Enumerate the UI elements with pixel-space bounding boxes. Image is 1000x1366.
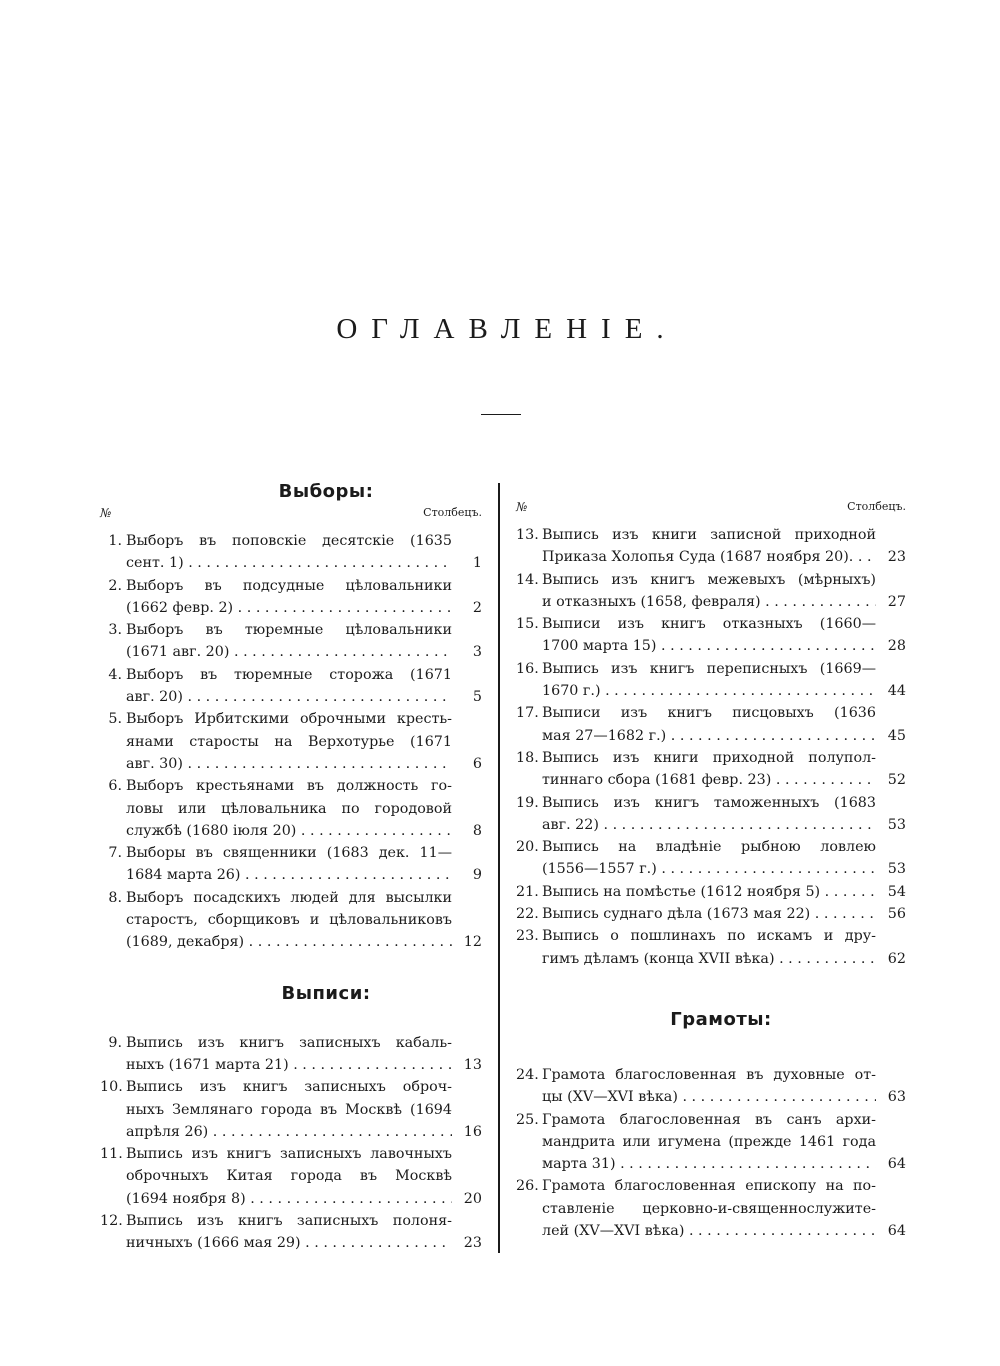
entry-page-number: 53 (887, 816, 906, 833)
entry-page-number: 28 (887, 638, 906, 655)
entry-title-line: авг. 30) . . . (126, 753, 452, 775)
entry-page-number: 9 (472, 867, 482, 884)
entry-title-line: Выпись на владѣніе рыбною ловлею (542, 839, 876, 856)
entry-title (542, 1109, 876, 1176)
entry-title-line: мая 27—1682 г.) . . . (542, 725, 876, 747)
entry-number: 22. (516, 906, 539, 923)
entry-title-line: (1694 ноября 8) . . . (126, 1188, 452, 1210)
toc-entry (516, 658, 906, 703)
entry-title-line: ловы или цѣловальника по городовой (126, 800, 452, 817)
entry-title-line: цы (XV—XVI вѣка) . . . (542, 1086, 876, 1108)
entry-title (542, 903, 876, 925)
toc-entry (100, 1143, 482, 1210)
entry-page-number: 62 (887, 950, 906, 967)
toc-entry (100, 619, 482, 664)
entry-title-line: Грамота благословенная въ духовные от- (542, 1066, 876, 1083)
toc-entry (100, 1032, 482, 1077)
entry-title-line: Грамота благословенная епископу на по- (542, 1178, 876, 1195)
entry-title (542, 1064, 876, 1109)
entry-title-line: Выборъ крестьянами въ должность го- (126, 778, 452, 795)
entry-number: 21. (516, 883, 539, 900)
entry-number: 2. (108, 577, 122, 594)
toc-entry (100, 708, 482, 775)
column-header-right (516, 500, 906, 518)
entry-title-line: Выпись изъ книги приходной полупол- (542, 749, 876, 766)
entry-page-number: 27 (887, 593, 906, 610)
entry-number: 19. (516, 794, 539, 811)
entry-number: 9. (108, 1034, 122, 1051)
toc-entry (516, 881, 906, 903)
entries-vybory (100, 530, 482, 954)
toc-entry (516, 1175, 906, 1242)
page-title: ОГЛАВЛЕНІЕ. (336, 313, 678, 345)
entry-page-number: 8 (472, 822, 482, 839)
entry-title-line: Выборъ посадскихъ людей для высылки (126, 889, 452, 906)
entry-number: 6. (108, 778, 122, 795)
entry-title-line: Выпись изъ книгъ таможенныхъ (1683 (542, 794, 876, 811)
entry-number: 13. (516, 527, 539, 543)
entry-title-line: Выборъ въ подсудные цѣловальники (126, 577, 452, 594)
entry-title-line: оброчныхъ Китая города въ Москвѣ (126, 1168, 452, 1185)
entry-title-line: Выпись изъ книгъ межевыхъ (мѣрныхъ) (542, 571, 876, 588)
entry-title (542, 836, 876, 881)
entry-title-line: Выпись изъ книгъ записныхъ лавочныхъ (126, 1146, 452, 1163)
toc-entry (516, 569, 906, 614)
entry-page-number: 23 (887, 549, 906, 566)
entry-number: 15. (516, 616, 539, 633)
entry-title-line: Выпись изъ книгъ переписныхъ (1669— (542, 660, 876, 677)
entry-title (126, 1143, 452, 1210)
entry-page-number: 52 (887, 772, 906, 789)
entry-title-line: 1684 марта 26) . . . (126, 864, 452, 886)
entry-title-line: Выборъ Ирбитскими оброчными кресть- (126, 711, 452, 728)
entry-title (542, 792, 876, 837)
entry-title (542, 747, 876, 792)
entry-number: 11. (100, 1146, 123, 1163)
entry-title (542, 613, 876, 658)
entry-title-line: Выборы въ священники (1683 дек. 11— (126, 845, 452, 862)
entry-title-line: Выписи изъ книгъ отказныхъ (1660— (542, 616, 876, 633)
entry-number: 26. (516, 1178, 539, 1195)
entry-title-line: Приказа Холопья Суда (1687 ноября 20). . . . (542, 546, 876, 568)
entry-title-line: тиннаго сбора (1681 февр. 23) . . . (542, 769, 876, 791)
entry-title-line: ставленіе церковно-и-священнослужите- (542, 1200, 876, 1217)
toc-entry (100, 530, 482, 575)
entry-number: 3. (108, 622, 122, 639)
entry-title-line: (1689, декабря) . . . (126, 931, 452, 953)
entry-number: 12. (100, 1213, 123, 1230)
toc-entry (100, 1076, 482, 1143)
entry-title-line: мандрита или игумена (прежде 1461 года (542, 1133, 876, 1150)
entry-title-line: старостъ, сборщиковъ и цѣловальниковъ (126, 912, 452, 929)
entry-title-line: (1556—1557 г.) . . . (542, 858, 876, 880)
toc-entry (516, 792, 906, 837)
entry-number: 10. (100, 1079, 123, 1096)
page-label: Столбецъ. (423, 506, 482, 519)
toc-entry (516, 747, 906, 792)
title-rule (481, 414, 521, 415)
toc-entry (100, 575, 482, 620)
entry-title (542, 524, 876, 569)
entry-title-line: Грамота благословенная въ санъ архи- (542, 1111, 876, 1128)
entry-title-line: службѣ (1680 іюля 20) . . . (126, 820, 452, 842)
entry-title (126, 1076, 452, 1143)
entry-title-line: авг. 22) . . . (542, 814, 876, 836)
entry-title (542, 1175, 876, 1242)
toc-entry (100, 1210, 482, 1255)
entry-title-line: апрѣля 26) . . . (126, 1121, 452, 1143)
entry-title-line: Выборъ въ тюремные цѣловальники (126, 622, 452, 639)
entry-title (126, 708, 452, 775)
entry-number: 8. (108, 889, 122, 906)
toc-entry (100, 842, 482, 887)
entry-page-number: 20 (463, 1190, 482, 1207)
entry-number: 17. (516, 705, 539, 722)
right-column (516, 496, 906, 1242)
entry-title (126, 1032, 452, 1077)
entry-number: 7. (108, 845, 122, 862)
entry-title-line: ныхъ (1671 марта 21) . . . (126, 1054, 452, 1076)
entry-number: 20. (516, 839, 539, 856)
toc-entry (516, 1064, 906, 1109)
entry-page-number: 53 (887, 861, 906, 878)
entry-page-number: 44 (887, 683, 906, 700)
entry-title-line: гимъ дѣламъ (конца XVII вѣка) . . . (542, 948, 876, 970)
entry-page-number: 16 (463, 1123, 482, 1140)
number-label: № (100, 506, 112, 520)
column-header-left (100, 506, 482, 524)
entry-page-number: 12 (463, 934, 482, 951)
entry-page-number: 45 (887, 727, 906, 744)
entry-number: 24. (516, 1066, 539, 1083)
entry-title (126, 530, 452, 575)
entry-title-line: и отказныхъ (1658, февраля) . . . (542, 591, 876, 613)
toc-entry (516, 524, 906, 569)
column-divider (498, 483, 500, 1253)
entry-title-line: Выпись изъ книги записной приходной (542, 527, 876, 543)
entry-page-number: 23 (463, 1235, 482, 1252)
entry-title-line: 1700 марта 15) . . . (542, 635, 876, 657)
entry-title-line: Выборъ въ тюремные сторожа (1671 (126, 666, 452, 683)
toc-entry (516, 1109, 906, 1176)
toc-entry (100, 664, 482, 709)
section-heading-vybory: Выборы: (278, 481, 374, 502)
page-label: Столбецъ. (847, 500, 906, 513)
entry-title (126, 775, 452, 842)
entries-gramoty (516, 1064, 906, 1242)
left-column (100, 482, 482, 1255)
entry-page-number: 2 (472, 599, 482, 616)
entry-title (542, 702, 876, 747)
entry-page-number: 54 (887, 883, 906, 900)
entry-title-line: Выписи изъ книгъ писцовыхъ (1636 (542, 705, 876, 722)
entries-vypisi-right (516, 524, 906, 970)
entry-page-number: 63 (887, 1089, 906, 1106)
entry-title-line: Выпись изъ книгъ записныхъ полоня- (126, 1213, 452, 1230)
toc-entry (516, 925, 906, 970)
entry-title (126, 664, 452, 709)
entry-title-line: янами старосты на Верхотурье (1671 (126, 733, 452, 750)
entry-title-line: Выпись на помѣстье (1612 ноября 5) . . . (542, 881, 876, 903)
entry-page-number: 13 (463, 1056, 482, 1073)
entry-number: 16. (516, 660, 539, 677)
entry-title-line: авг. 20) . . . (126, 686, 452, 708)
entry-title (126, 575, 452, 620)
entry-page-number: 64 (887, 1223, 906, 1240)
entry-title-line: (1662 февр. 2) . . . (126, 597, 452, 619)
entry-title (126, 887, 452, 954)
entry-page-number: 6 (472, 755, 482, 772)
entry-title-line: лей (XV—XVI вѣка) . . . (542, 1220, 876, 1242)
entry-title (542, 569, 876, 614)
entry-title-line: ныхъ Землянаго города въ Москвѣ (1694 (126, 1101, 452, 1118)
entry-title-line: марта 31) . . . (542, 1153, 876, 1175)
entry-number: 5. (108, 711, 122, 728)
entry-number: 25. (516, 1111, 539, 1128)
toc-entry (516, 613, 906, 658)
entry-page-number: 5 (472, 689, 482, 706)
entry-title (126, 1210, 452, 1255)
entry-title-line: (1671 авг. 20) . . . (126, 641, 452, 663)
toc-entry (516, 836, 906, 881)
entry-title (126, 619, 452, 664)
entry-page-number: 3 (472, 644, 482, 661)
entry-title-line: сент. 1) . . . (126, 552, 452, 574)
entry-number: 1. (108, 533, 122, 549)
toc-entry (516, 702, 906, 747)
entry-number: 14. (516, 571, 539, 588)
toc-entry (100, 887, 482, 954)
entry-title-line: Выборъ въ поповскіе десятскіе (1635 (126, 533, 452, 549)
entry-number: 4. (108, 666, 122, 683)
toc-entry (100, 775, 482, 842)
section-heading-vypisi: Выписи: (281, 982, 371, 1004)
entry-title (542, 658, 876, 703)
entry-title-line: ничныхъ (1666 мая 29) . . . (126, 1232, 452, 1254)
toc-entry (516, 903, 906, 925)
entry-page-number: 1 (472, 555, 482, 572)
entry-title-line: 1670 г.) . . . (542, 680, 876, 702)
section-heading-gramoty: Грамоты: (670, 1008, 772, 1030)
entry-number: 23. (516, 928, 539, 945)
number-label: № (516, 500, 528, 514)
entry-title-line: Выпись изъ книгъ записныхъ кабаль- (126, 1034, 452, 1051)
entry-title (126, 842, 452, 887)
entry-title-line: Выпись о пошлинахъ по искамъ и дру- (542, 928, 876, 945)
entry-title-line: Выпись суднаго дѣла (1673 мая 22) . . . (542, 903, 876, 925)
entry-title (542, 925, 876, 970)
entry-page-number: 64 (887, 1156, 906, 1173)
entry-title (542, 881, 876, 903)
entry-page-number: 56 (887, 906, 906, 923)
entries-vypisi-left (100, 1032, 482, 1255)
entry-number: 18. (516, 749, 539, 766)
entry-title-line: Выпись изъ книгъ записныхъ оброч- (126, 1079, 452, 1096)
